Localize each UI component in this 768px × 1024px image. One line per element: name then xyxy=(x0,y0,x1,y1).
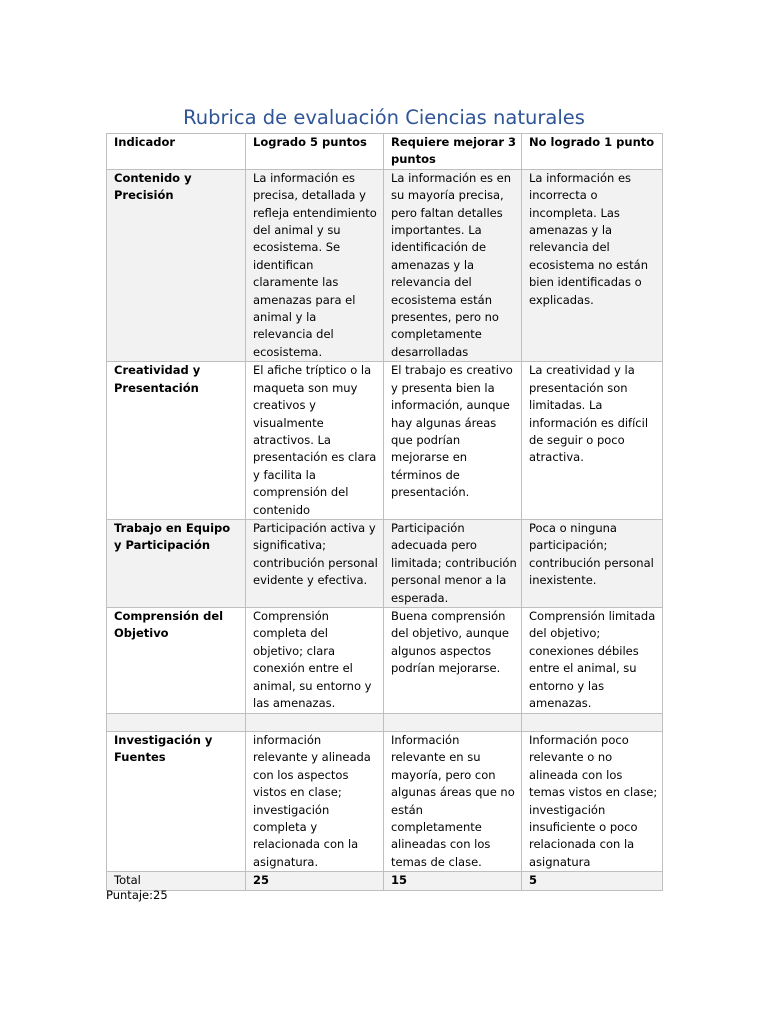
total-label: Total xyxy=(107,872,246,890)
header-cell-indicador: Indicador xyxy=(107,134,246,170)
document-title: Rubrica de evaluación Ciencias naturales xyxy=(183,106,585,129)
table-cell: El trabajo es creativo y presenta bien la información, aunque hay algunas áreas que podrían mejorarse en términos de presentación. xyxy=(384,362,522,520)
table-cell xyxy=(522,713,663,731)
table-cell: La creatividad y la presentación son limitadas. La información es difícil de seguir o poco atractiva. xyxy=(522,362,663,520)
table-cell: El afiche tríptico o la maqueta son muy creativos y visualmente atractivos. La presentación es clara y facilita la comprensión del contenido xyxy=(246,362,384,520)
header-cell-logrado: Logrado 5 puntos xyxy=(246,134,384,170)
table-cell xyxy=(246,713,384,731)
indicator-cell: Comprensión del Objetivo xyxy=(107,607,246,713)
total-value-logrado: 25 xyxy=(246,872,384,890)
table-cell: Información relevante en su mayoría, pero con algunas áreas que no están completamente alineadas con los temas de clase. xyxy=(384,731,522,871)
table-row-empty xyxy=(107,713,663,731)
rubric-table xyxy=(106,133,663,891)
table-row xyxy=(107,519,663,607)
table-header-row xyxy=(107,134,663,170)
table-cell: Participación activa y significativa; contribución personal evidente y efectiva. xyxy=(246,519,384,607)
indicator-cell: Trabajo en Equipo y Participación xyxy=(107,519,246,607)
table-cell: Poca o ninguna participación; contribución personal inexistente. xyxy=(522,519,663,607)
table-cell xyxy=(384,713,522,731)
table-cell: La información es en su mayoría precisa, pero faltan detalles importantes. La identificación de amenazas y la relevancia del ecosistema están presentes, pero no completamente desarrolladas xyxy=(384,169,522,361)
indicator-cell: Investigación y Fuentes xyxy=(107,731,246,871)
total-value-requiere-mejorar: 15 xyxy=(384,872,522,890)
table-row xyxy=(107,169,663,361)
table-cell: Comprensión limitada del objetivo; conexiones débiles entre el animal, su entorno y las amenazas. xyxy=(522,607,663,713)
table-cell: Buena comprensión del objetivo, aunque algunos aspectos podrían mejorarse. xyxy=(384,607,522,713)
table-cell: información relevante y alineada con los aspectos vistos en clase; investigación completa y relacionada con la asignatura. xyxy=(246,731,384,871)
table-cell: Información poco relevante o no alineada con los temas vistos en clase; investigación insuficiente o poco relacionada con la asignatura xyxy=(522,731,663,871)
total-row xyxy=(107,872,663,890)
table-cell: Participación adecuada pero limitada; contribución personal menor a la esperada. xyxy=(384,519,522,607)
table-row xyxy=(107,731,663,871)
header-cell-requiere-mejorar: Requiere mejorar 3 puntos xyxy=(384,134,522,170)
table-row xyxy=(107,362,663,520)
total-value-no-logrado: 5 xyxy=(522,872,663,890)
table-cell: Comprensión completa del objetivo; clara conexión entre el animal, su entorno y las amenazas. xyxy=(246,607,384,713)
indicator-cell: Creatividad y Presentación xyxy=(107,362,246,520)
table-cell: La información es precisa, detallada y refleja entendimiento del animal y su ecosistema. Se identifican claramente las amenazas para el animal y la relevancia del ecosistema. xyxy=(246,169,384,361)
indicator-cell xyxy=(107,713,246,731)
header-cell-no-logrado: No logrado 1 punto xyxy=(522,134,663,170)
table-row xyxy=(107,607,663,713)
table-cell: La información es incorrecta o incompleta. Las amenazas y la relevancia del ecosistema no están bien identificadas o explicadas. xyxy=(522,169,663,361)
indicator-cell: Contenido y Precisión xyxy=(107,169,246,361)
score-footer: Puntaje:25 xyxy=(106,888,168,902)
